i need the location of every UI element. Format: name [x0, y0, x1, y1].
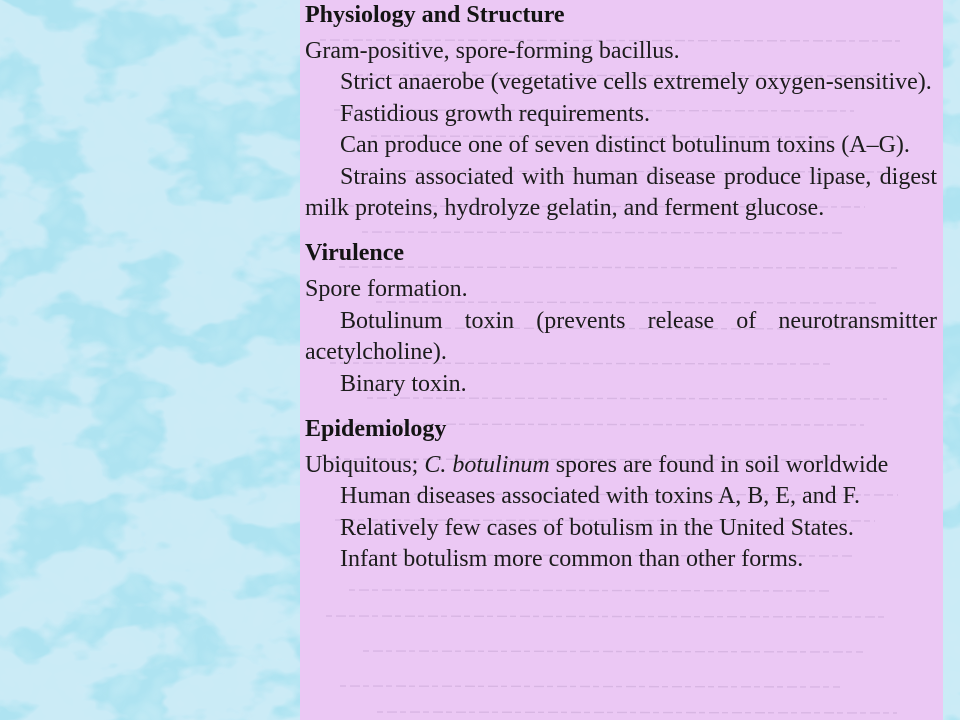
ghost-line: [349, 590, 829, 591]
document-body: [305, 0, 937, 576]
physiology-item: Gram-positive, spore-forming bacillus.: [305, 38, 680, 64]
section-heading-virulence: Virulence: [305, 240, 405, 267]
ghost-line: [326, 616, 886, 617]
epidemiology-text-post: spores are found in soil worldwide: [549, 452, 889, 479]
physiology-item: Fastidious growth requirements.: [340, 100, 650, 127]
virulence-item: Binary toxin.: [340, 370, 467, 397]
physiology-item: Strict anaerobe (vegetative cells extremely oxygen-sensitive).: [340, 69, 932, 96]
physiology-item: Strains associated with human disease produce lipase, digest milk proteins, hydrolyze gelatin, and ferment glucose.: [305, 163, 937, 222]
physiology-section: [305, 0, 937, 224]
ghost-line: [363, 651, 863, 652]
physiology-item: Can produce one of seven distinct botulinum toxins (A–G).: [340, 132, 910, 159]
epidemiology-text-pre: Ubiquitous;: [305, 452, 425, 479]
organism-name: C. botulinum: [424, 452, 550, 479]
epidemiology-section: [305, 414, 937, 576]
epidemiology-item: Relatively few cases of botulism in the United States.: [340, 514, 854, 541]
virulence-section: [305, 238, 937, 400]
epidemiology-item: [305, 450, 937, 481]
ghost-line: [340, 686, 840, 687]
epidemiology-item: Human diseases associated with toxins A, B, E, and F.: [340, 483, 861, 510]
section-heading-epidemiology: Epidemiology: [305, 416, 447, 443]
virulence-item: Botulinum toxin (prevents release of neurotransmitter acetylcholine).: [305, 307, 937, 366]
section-heading-physiology: Physiology and Structure: [305, 2, 565, 28]
virulence-item: Spore formation.: [305, 276, 468, 303]
epidemiology-item: Infant botulism more common than other forms.: [340, 546, 804, 573]
ghost-line: [377, 712, 897, 713]
